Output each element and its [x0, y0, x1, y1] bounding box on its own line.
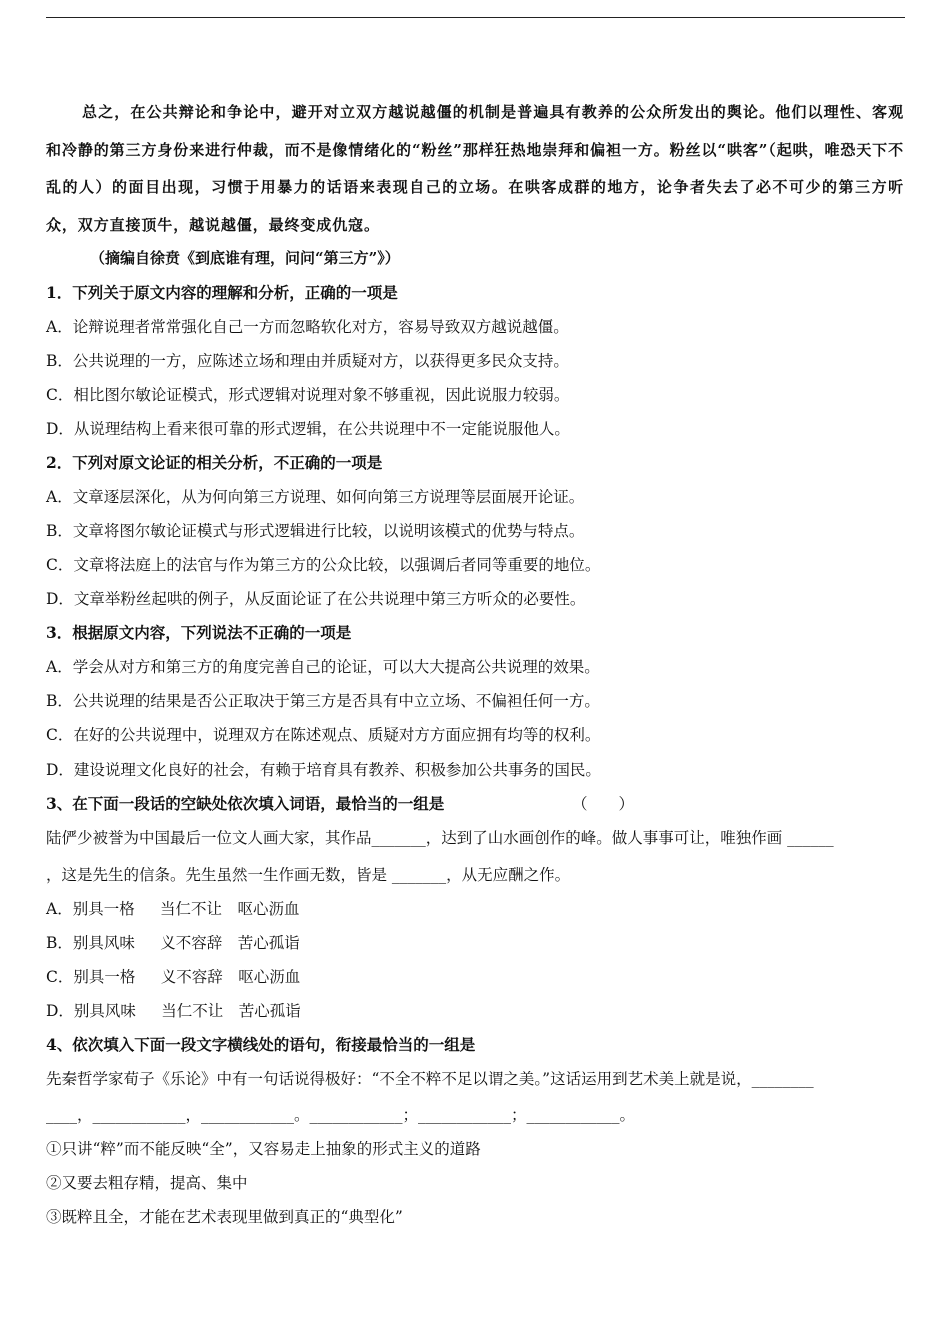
passage-paragraph: 总之，在公共辩论和争论中，避开对立双方越说越僵的机制是普遍具有教养的公众所发出的舆论。他们以理性、客观和冷静的第三方身份来进行仲裁，而不是像情绪化的“粉丝”那样狂热地崇拜和偏袒一方。粉丝以“哄客”（起哄，唯恐天下不乱的人）的面目出现，习惯于用暴力的话语来表现自己的立场。在哄客成群的地方，论争者失去了必不可少的第三方听众，双方直接顶牛，越说越僵，最终变成仇寇。 — [46, 103, 904, 234]
question-1-stem: 1．下列关于原文内容的理解和分析，正确的一项是 — [46, 283, 398, 302]
question-4-option-c: C．别具一格 义不容辞 呕心沥血 — [46, 968, 301, 986]
question-1-option-a: A．论辩说理者常常强化自己一方而忽略软化对方，容易导致双方越说越僵。 — [46, 318, 569, 336]
question-4-option-a: A．别具一格 当仁不让 呕心沥血 — [46, 900, 300, 918]
question-4-text-line-2: ，这是先生的信条。先生虽然一生作画无数，皆是 _______，从无应酬之作。 — [46, 866, 571, 884]
question-1-option-d: D．从说理结构上看来很可靠的形式逻辑，在公共说理中不一定能说服他人。 — [46, 420, 570, 438]
question-1-option-c: C．相比图尔敏论证模式，形式逻辑对说理对象不够重视，因此说服力较弱。 — [46, 386, 570, 404]
header-rule — [46, 17, 905, 18]
question-2-option-b: B．文章将图尔敏论证模式与形式逻辑进行比较，以说明该模式的优势与特点。 — [46, 522, 585, 540]
question-3-option-c: C．在好的公共说理中，说理双方在陈述观点、质疑对方方面应拥有均等的权利。 — [46, 726, 601, 744]
question-3-option-b: B．公共说理的结果是否公正取决于第三方是否具有中立立场、不偏袒任何一方。 — [46, 692, 600, 710]
question-5-item-2: ②又要去粗存精，提高、集中 — [46, 1174, 248, 1192]
question-2-stem: 2．下列对原文论证的相关分析，不正确的一项是 — [46, 453, 383, 472]
question-2-option-a: A．文章逐层深化，从为何向第三方说理、如何向第三方说理等层面展开论证。 — [46, 488, 585, 506]
passage-source: （摘编自徐贲《到底谁有理，问问“第三方”》） — [90, 249, 400, 267]
question-5-item-1: ①只讲“粹”而不能反映“全”，又容易走上抽象的形式主义的道路 — [46, 1140, 481, 1158]
question-5-text-line-2: ____，____________，____________。____________；____________；____________。 — [46, 1106, 636, 1124]
question-4-option-d: D．别具风味 当仁不让 苦心孤诣 — [46, 1002, 301, 1020]
question-4-option-b: B．别具风味 义不容辞 苦心孤诣 — [46, 934, 300, 952]
question-3-stem: 3．根据原文内容，下列说法不正确的一项是 — [46, 623, 352, 642]
question-1-option-b: B．公共说理的一方，应陈述立场和理由并质疑对方，以获得更多民众支持。 — [46, 352, 569, 370]
question-4-answer-paren: （ ） — [572, 795, 635, 813]
question-4-stem: 3、在下面一段话的空缺处依次填入词语，最恰当的一组是 — [46, 794, 445, 813]
question-5-stem: 4、依次填入下面一段文字横线处的语句，衔接最恰当的一组是 — [46, 1035, 476, 1054]
question-4-text-line-1: 陆俨少被誉为中国最后一位文人画大家，其作品_______，达到了山水画创作的峰。做人事事可让，唯独作画 ______ — [46, 829, 834, 847]
question-2-option-d: D．文章举粉丝起哄的例子，从反面论证了在公共说理中第三方听众的必要性。 — [46, 590, 586, 608]
question-3-option-a: A．学会从对方和第三方的角度完善自己的论证，可以大大提高公共说理的效果。 — [46, 658, 600, 676]
question-2-option-c: C．文章将法庭上的法官与作为第三方的公众比较，以强调后者同等重要的地位。 — [46, 556, 601, 574]
question-5-item-3: ③既粹且全，才能在艺术表现里做到真正的“典型化” — [46, 1208, 403, 1226]
question-5-text-line-1: 先秦哲学家荀子《乐论》中有一句话说得极好：“不全不粹不足以谓之美。”这话运用到艺术美上就是说，________ — [46, 1070, 814, 1088]
question-3-option-d: D．建设说理文化良好的社会，有赖于培育具有教养、积极参加公共事务的国民。 — [46, 761, 601, 779]
